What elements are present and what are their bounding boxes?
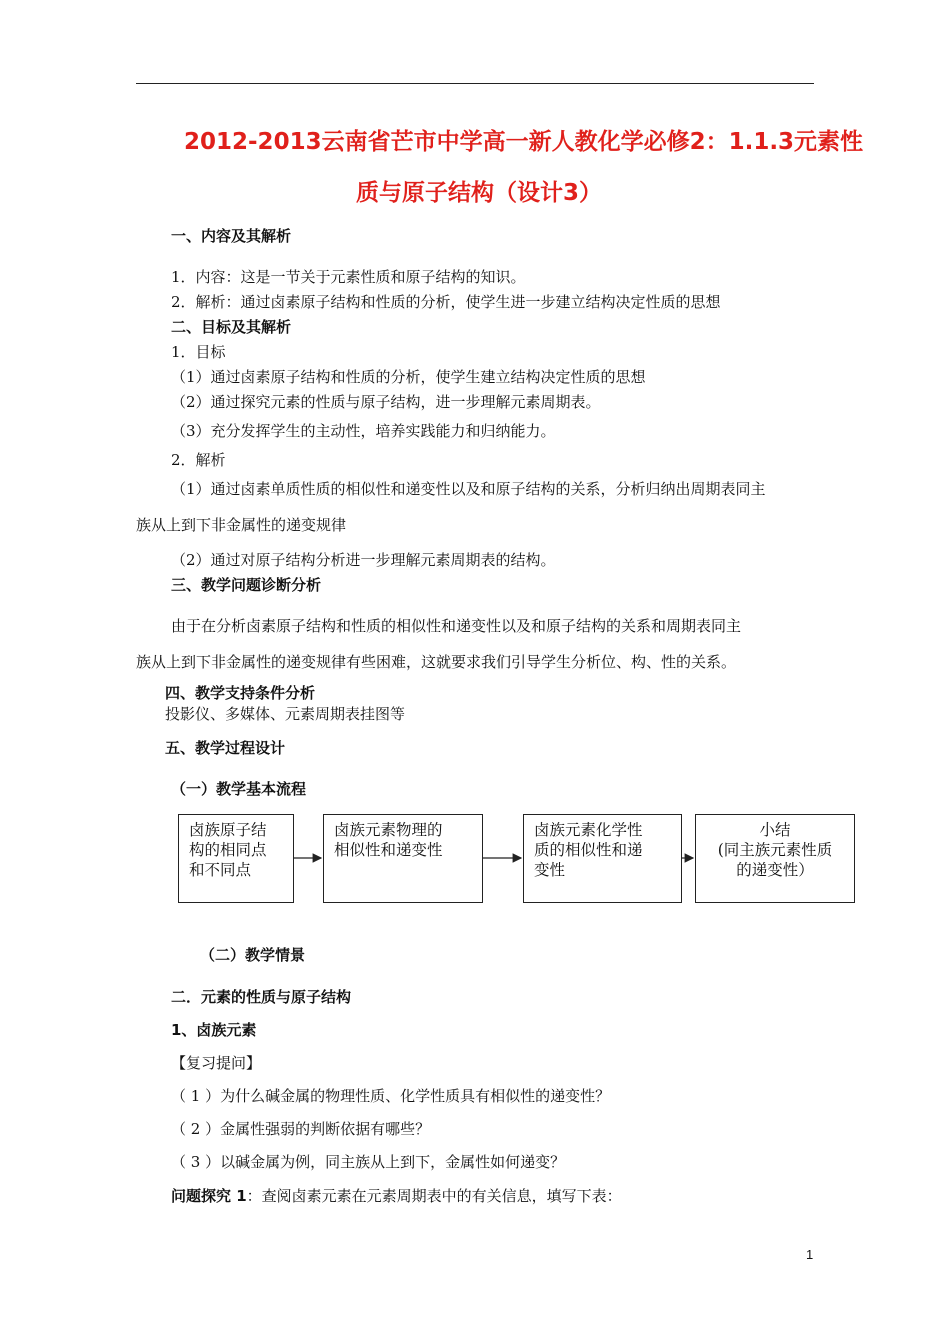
- section3-line2: 族从上到下非金属性的递变规律有些困难，这就要求我们引导学生分析位、构、性的关系。: [136, 653, 737, 671]
- analysis-1-line2: 族从上到下非金属性的递变规律: [136, 516, 347, 534]
- lesson-heading: 二．元素的性质与原子结构: [171, 988, 352, 1006]
- section3-heading: 三、教学问题诊断分析: [171, 576, 322, 594]
- flow-box-chemical-properties: 卤族元素化学性 质的相似性和递 变性: [523, 814, 682, 903]
- flow-box-physical-properties: 卤族元素物理的 相似性和递变性: [323, 814, 483, 903]
- review-question-2: （ 2 ）金属性强弱的判断依据有哪些？: [171, 1120, 431, 1138]
- review-question-3: （ 3 ）以碱金属为例，同主族从上到下，金属性如何递变？: [171, 1153, 566, 1171]
- analysis-heading: 2．解析: [171, 451, 226, 469]
- explore-question: [171, 1185, 622, 1206]
- flow-box-summary: 小结 (同主族元素性质 的递变性）: [695, 814, 855, 903]
- flow-heading: （一）教学基本流程: [171, 780, 307, 798]
- section1-item1: 1．内容：这是一节关于元素性质和原子结构的知识。: [171, 268, 526, 286]
- explore-label: 问题探究 1: [171, 1187, 247, 1205]
- scene-heading: （二）教学情景: [200, 946, 306, 964]
- flow-box-atomic-structure: 卤族原子结 构的相同点 和不同点: [178, 814, 294, 903]
- review-label: 【复习提问】: [171, 1054, 262, 1072]
- goal-1: （1）通过卤素原子结构和性质的分析，使学生建立结构决定性质的思想: [171, 368, 646, 386]
- explore-text: ：查阅卤素元素在元素周期表中的有关信息，填写下表：: [246, 1187, 622, 1205]
- section4-heading: 四、教学支持条件分析: [165, 684, 316, 702]
- section2-heading: 二、目标及其解析: [171, 318, 292, 336]
- goal-2: （2）通过探究元素的性质与原子结构，进一步理解元素周期表。: [171, 393, 601, 411]
- goal-heading: 1．目标: [171, 343, 226, 361]
- document-title-line1: 2012-2013云南省芒市中学高一新人教化学必修2：1.1.3元素性: [184, 129, 864, 155]
- document-title-line2: 质与原子结构（设计3）: [356, 180, 603, 206]
- section4-text: 投影仪、多媒体、元素周期表挂图等: [165, 705, 406, 723]
- section1-item2: 2．解析：通过卤素原子结构和性质的分析，使学生进一步建立结构决定性质的思想: [171, 293, 721, 311]
- section3-line1: 由于在分析卤素原子结构和性质的相似性和递变性以及和原子结构的关系和周期表同主: [171, 617, 742, 635]
- review-question-1: （ 1 ）为什么碱金属的物理性质、化学性质具有相似性的递变性？: [171, 1087, 611, 1105]
- lesson-subheading: 1、卤族元素: [171, 1021, 257, 1039]
- goal-3: （3）充分发挥学生的主动性，培养实践能力和归纳能力。: [171, 422, 556, 440]
- section1-heading: 一、内容及其解析: [171, 227, 292, 245]
- page-number: 1: [806, 1247, 814, 1262]
- section5-heading: 五、教学过程设计: [165, 739, 286, 757]
- analysis-1-line1: （1）通过卤素单质性质的相似性和递变性以及和原子结构的关系，分析归纳出周期表同主: [171, 480, 766, 498]
- analysis-2: （2）通过对原子结构分析进一步理解元素周期表的结构。: [171, 551, 556, 569]
